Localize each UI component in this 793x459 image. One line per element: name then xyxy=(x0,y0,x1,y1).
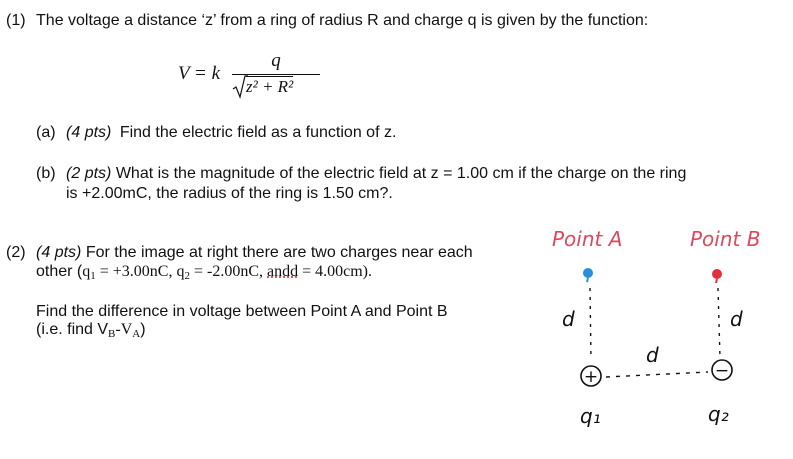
q2-find-line1: Find the difference in voltage between Point A and Point B xyxy=(36,303,448,320)
formula-lhs: V = k xyxy=(178,63,221,84)
bottom-dashed-line xyxy=(606,372,708,377)
q2-line2 xyxy=(36,263,372,282)
q2-line1: For the image at right there are two charges near each xyxy=(85,244,473,261)
d-bottom-label: d xyxy=(646,343,659,367)
q2-diagram-label: q₂ xyxy=(708,402,729,426)
q1-symbol: q xyxy=(82,263,91,280)
sqrt-icon xyxy=(232,75,248,99)
positive-charge xyxy=(581,366,601,387)
point-b-marker xyxy=(712,269,722,283)
q1-part-b xyxy=(36,165,686,183)
q1-diagram-label: q₁ xyxy=(580,404,601,428)
part-b-label: (b) xyxy=(36,165,56,182)
formula-denominator xyxy=(232,77,320,97)
q2-symbol: q xyxy=(176,263,185,280)
formula-fraction xyxy=(232,50,320,97)
formula-numerator: q xyxy=(271,50,281,71)
minus-v: -V xyxy=(115,321,133,338)
point-b-label: Point B xyxy=(690,227,761,251)
d-value: = 4.00cm). xyxy=(298,263,373,280)
q1-text: The voltage a distance ‘z’ from a ring of radius R and charge q is given by the function: xyxy=(36,12,649,29)
q2-prompt xyxy=(6,244,473,262)
point-a-marker xyxy=(583,268,593,282)
part-b-line2: is +2.00mC, the radius of the ring is 1.50 cm?. xyxy=(66,185,393,202)
d-left-label: d xyxy=(562,307,575,331)
q1-subscript: 1 xyxy=(90,270,96,282)
andd-word: andd xyxy=(267,263,299,280)
q2-pts: (4 pts) xyxy=(36,244,82,261)
d-right-label: d xyxy=(730,307,743,331)
negative-charge xyxy=(712,360,732,381)
find-close: ) xyxy=(140,321,146,338)
va-subscript: A xyxy=(132,328,141,340)
vb-subscript: B xyxy=(108,328,116,340)
q2-number: (2) xyxy=(6,244,26,261)
part-b-line1: What is the magnitude of the electric field at z = 1.00 cm if the charge on the ring xyxy=(115,165,687,182)
q1-number: (1) xyxy=(6,12,26,29)
right-dashed-line xyxy=(718,288,720,358)
q2-value: = -2.00nC, xyxy=(189,263,267,280)
q1-prompt xyxy=(6,12,648,30)
q1-part-a xyxy=(36,124,396,142)
minus-sign: − xyxy=(714,361,730,381)
part-a-label: (a) xyxy=(36,124,56,141)
q2-line2-prefix: other ( xyxy=(36,263,83,280)
plus-sign: + xyxy=(583,367,599,387)
left-dashed-line xyxy=(590,288,591,360)
charges-diagram xyxy=(540,220,780,445)
part-b-pts: (2 pts) xyxy=(66,165,112,182)
q2-find-line2 xyxy=(36,321,146,340)
q2-subscript: 2 xyxy=(184,270,190,282)
point-a-label: Point A xyxy=(552,227,623,251)
denominator-text: z² + R² xyxy=(246,77,294,96)
find-prefix: (i.e. find V xyxy=(36,321,109,338)
part-a-text: Find the electric field as a function of z. xyxy=(119,124,397,141)
part-a-pts: (4 pts) xyxy=(66,124,112,141)
voltage-formula xyxy=(178,50,338,110)
q1-value: = +3.00nC, xyxy=(95,263,177,280)
